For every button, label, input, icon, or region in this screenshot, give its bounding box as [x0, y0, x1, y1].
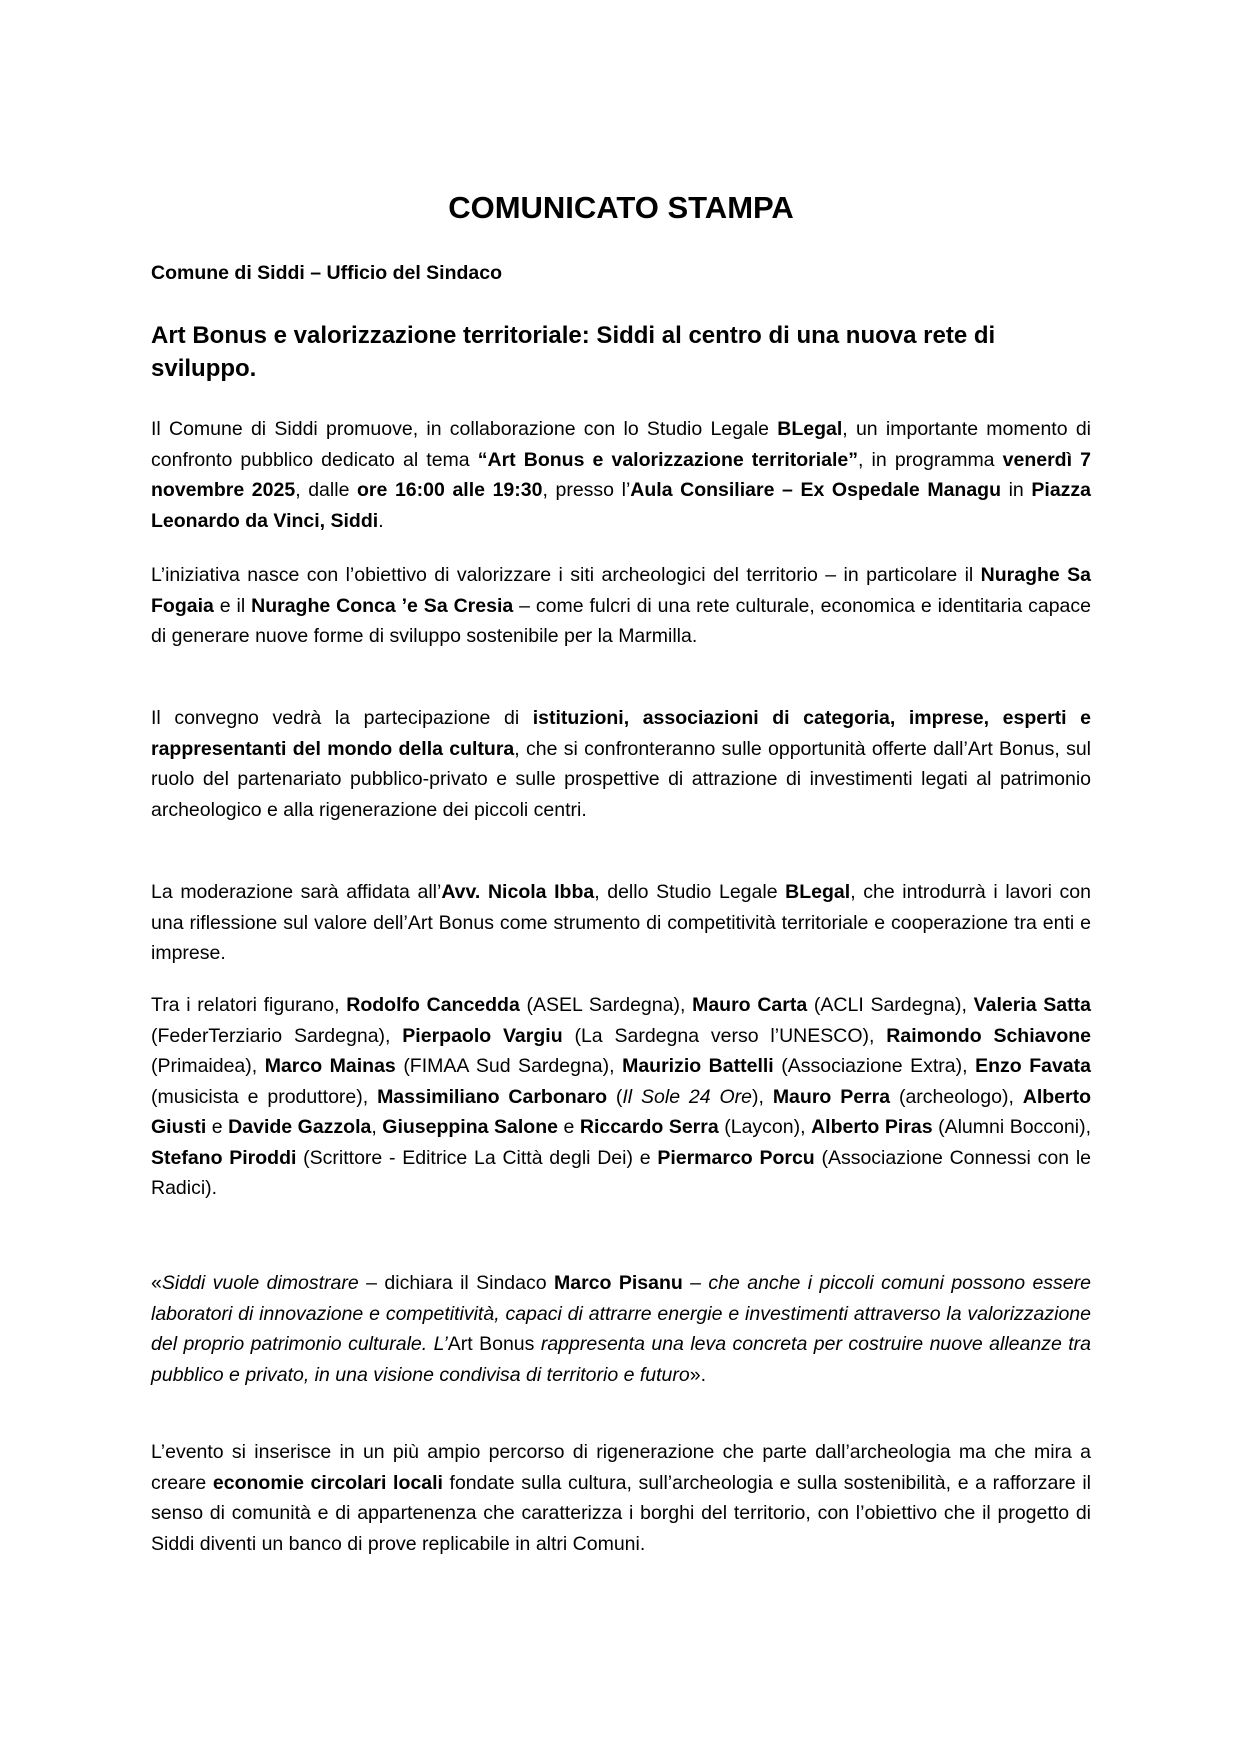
body-paragraph-1	[151, 414, 1091, 536]
bold-text: Marco Mainas	[264, 1055, 396, 1077]
bold-text: BLegal	[785, 881, 851, 903]
text: , che introdurrà i lavori con una riflessione sul valore dell’Art Bonus come strumento di competitività territoriale e cooperazione tra enti e imprese.	[151, 881, 1091, 964]
italic-text: Siddi vuole dimostrare	[161, 1272, 359, 1294]
headline: Art Bonus e valorizzazione territoriale: Siddi al centro di una nuova rete di sviluppo.	[151, 322, 996, 382]
text: (FIMAA Sud Sardegna),	[395, 1055, 623, 1077]
body-paragraph-3	[151, 703, 1091, 825]
text: (ACLI Sardegna),	[807, 994, 974, 1016]
bold-text: Massimiliano Carbonaro	[377, 1085, 607, 1108]
bold-text: economie circolari locali	[212, 1471, 443, 1494]
text: (Associazione Extra),	[773, 1055, 976, 1077]
text: .	[378, 509, 384, 532]
text: «	[151, 1272, 162, 1294]
bold-text: istituzioni, associazioni di categoria, imprese, esperti e rappresentanti del mondo della cultura	[151, 707, 1091, 760]
bold-text: Nuraghe Sa Fogaia	[151, 564, 1091, 617]
text: , un importante momento di confronto pubblico dedicato al tema	[151, 418, 1091, 471]
text: La moderazione sarà affidata all’	[151, 881, 442, 903]
bold-text: Pierpaolo Vargiu	[402, 1024, 563, 1047]
document-title: COMUNICATO STAMPA	[448, 190, 794, 225]
italic-text: Il Sole 24 Ore	[622, 1085, 753, 1108]
text: ,	[371, 1116, 383, 1138]
text: L’evento si inserisce in un più ampio percorso di rigenerazione che parte dall’archeologia ma che mira a creare	[151, 1441, 1091, 1494]
body-paragraph-5	[151, 990, 1091, 1204]
bold-text: Valeria Satta	[973, 994, 1091, 1016]
text: e	[206, 1116, 229, 1138]
bold-text: Alberto Piras	[811, 1116, 933, 1138]
body-paragraph-4	[151, 877, 1091, 969]
text: , presso l’	[542, 479, 631, 501]
bold-text: Marco Pisanu	[554, 1272, 683, 1294]
body-paragraph-2	[151, 560, 1091, 652]
text: e	[557, 1116, 580, 1138]
text: ),	[752, 1085, 773, 1108]
text: L’iniziativa nasce con l’obiettivo di valorizzare i siti archeologici del territorio – in particolare il	[151, 564, 981, 586]
bold-text: Giuseppina Salone	[382, 1116, 558, 1138]
text: Il convegno vedrà la partecipazione di	[151, 707, 533, 729]
text: – dichiara il Sindaco	[358, 1272, 554, 1294]
bold-text: Piermarco Porcu	[657, 1146, 815, 1169]
italic-text: che anche i piccoli comuni possono essere laboratori di innovazione e competitività, capaci di attrarre energie e investimenti attraverso la valorizzazione del proprio patrimonio culturale. L’	[151, 1272, 1091, 1355]
text: (La Sardegna verso l’UNESCO),	[562, 1024, 887, 1047]
bold-text: Nuraghe Conca ’e Sa Cresia	[251, 594, 514, 617]
body-paragraph-7	[151, 1437, 1091, 1559]
bold-text: Alberto Giusti	[151, 1085, 1091, 1138]
text: –	[682, 1272, 709, 1294]
bold-text: “Art Bonus e valorizzazione territoriale”	[477, 448, 859, 471]
bold-text: Riccardo Serra	[579, 1116, 719, 1138]
bold-text: Raimondo Schiavone	[886, 1024, 1091, 1047]
text: (Associazione Connessi con le Radici).	[151, 1146, 1091, 1199]
text: fondate sulla cultura, sull’archeologia e sulla sostenibilità, e a rafforzare il senso di comunità e di appartenenza che caratterizza i borghi del territorio, con l’obiettivo che il progetto di Siddi diventi un banco di prove replicabile in altri Comuni.	[151, 1471, 1092, 1555]
italic-text: rappresenta una leva concreta per costruire nuove alleanze tra pubblico e privato, in una visione condivisa di territorio e futuro	[151, 1333, 1091, 1386]
bold-text: Avv. Nicola Ibba	[441, 881, 595, 903]
text: (Scrittore - Editrice La Città degli Dei) e	[296, 1146, 658, 1169]
text: (Laycon),	[718, 1116, 812, 1138]
text: ».	[689, 1363, 706, 1386]
text: (	[607, 1085, 623, 1108]
text: (archeologo),	[890, 1085, 1023, 1108]
bold-text: Stefano Piroddi	[151, 1146, 297, 1169]
text: Tra i relatori figurano,	[151, 994, 347, 1016]
text: Art Bonus	[447, 1333, 535, 1355]
text: Il Comune di Siddi promuove, in collaborazione con lo Studio Legale	[151, 418, 778, 440]
body-paragraph-6	[151, 1268, 1091, 1390]
bold-text: Piazza Leonardo da Vinci, Siddi	[151, 479, 1092, 532]
issuing-office: Comune di Siddi – Ufficio del Sindaco	[151, 262, 503, 284]
bold-text: Enzo Favata	[975, 1055, 1091, 1077]
bold-text: Mauro Carta	[692, 994, 808, 1016]
text: (musicista e produttore),	[151, 1085, 378, 1108]
text: e il	[213, 594, 252, 617]
bold-text: ore 16:00 alle 19:30	[357, 479, 543, 501]
text: – come fulcri di una rete culturale, economica e identitaria capace di generare nuove forme di sviluppo sostenibile per la Marmilla.	[151, 594, 1091, 647]
text: , dello Studio Legale	[594, 881, 786, 903]
bold-text: venerdì 7 novembre 2025	[151, 448, 1091, 501]
bold-text: BLegal	[777, 418, 843, 440]
text: (FederTerziario Sardegna),	[151, 1024, 403, 1047]
bold-text: Mauro Perra	[772, 1085, 891, 1108]
bold-text: Maurizio Battelli	[622, 1055, 774, 1077]
text: , dalle	[295, 479, 358, 501]
bold-text: Aula Consiliare – Ex Ospedale Managu	[630, 479, 1001, 501]
text: (Alumni Bocconi),	[932, 1116, 1091, 1138]
text: (ASEL Sardegna),	[519, 994, 693, 1016]
bold-text: Rodolfo Cancedda	[346, 994, 520, 1016]
text: , che si confronteranno sulle opportunità offerte dall’Art Bonus, sul ruolo del partenariato pubblico-privato e sulle prospettive di attrazione di investimenti legati al patrimonio archeologico e alla rigenerazione dei piccoli centri.	[151, 737, 1091, 821]
bold-text: Davide Gazzola	[228, 1116, 372, 1138]
text: , in programma	[858, 448, 1003, 471]
text: (Primaidea),	[151, 1055, 265, 1077]
text: in	[1001, 479, 1032, 501]
